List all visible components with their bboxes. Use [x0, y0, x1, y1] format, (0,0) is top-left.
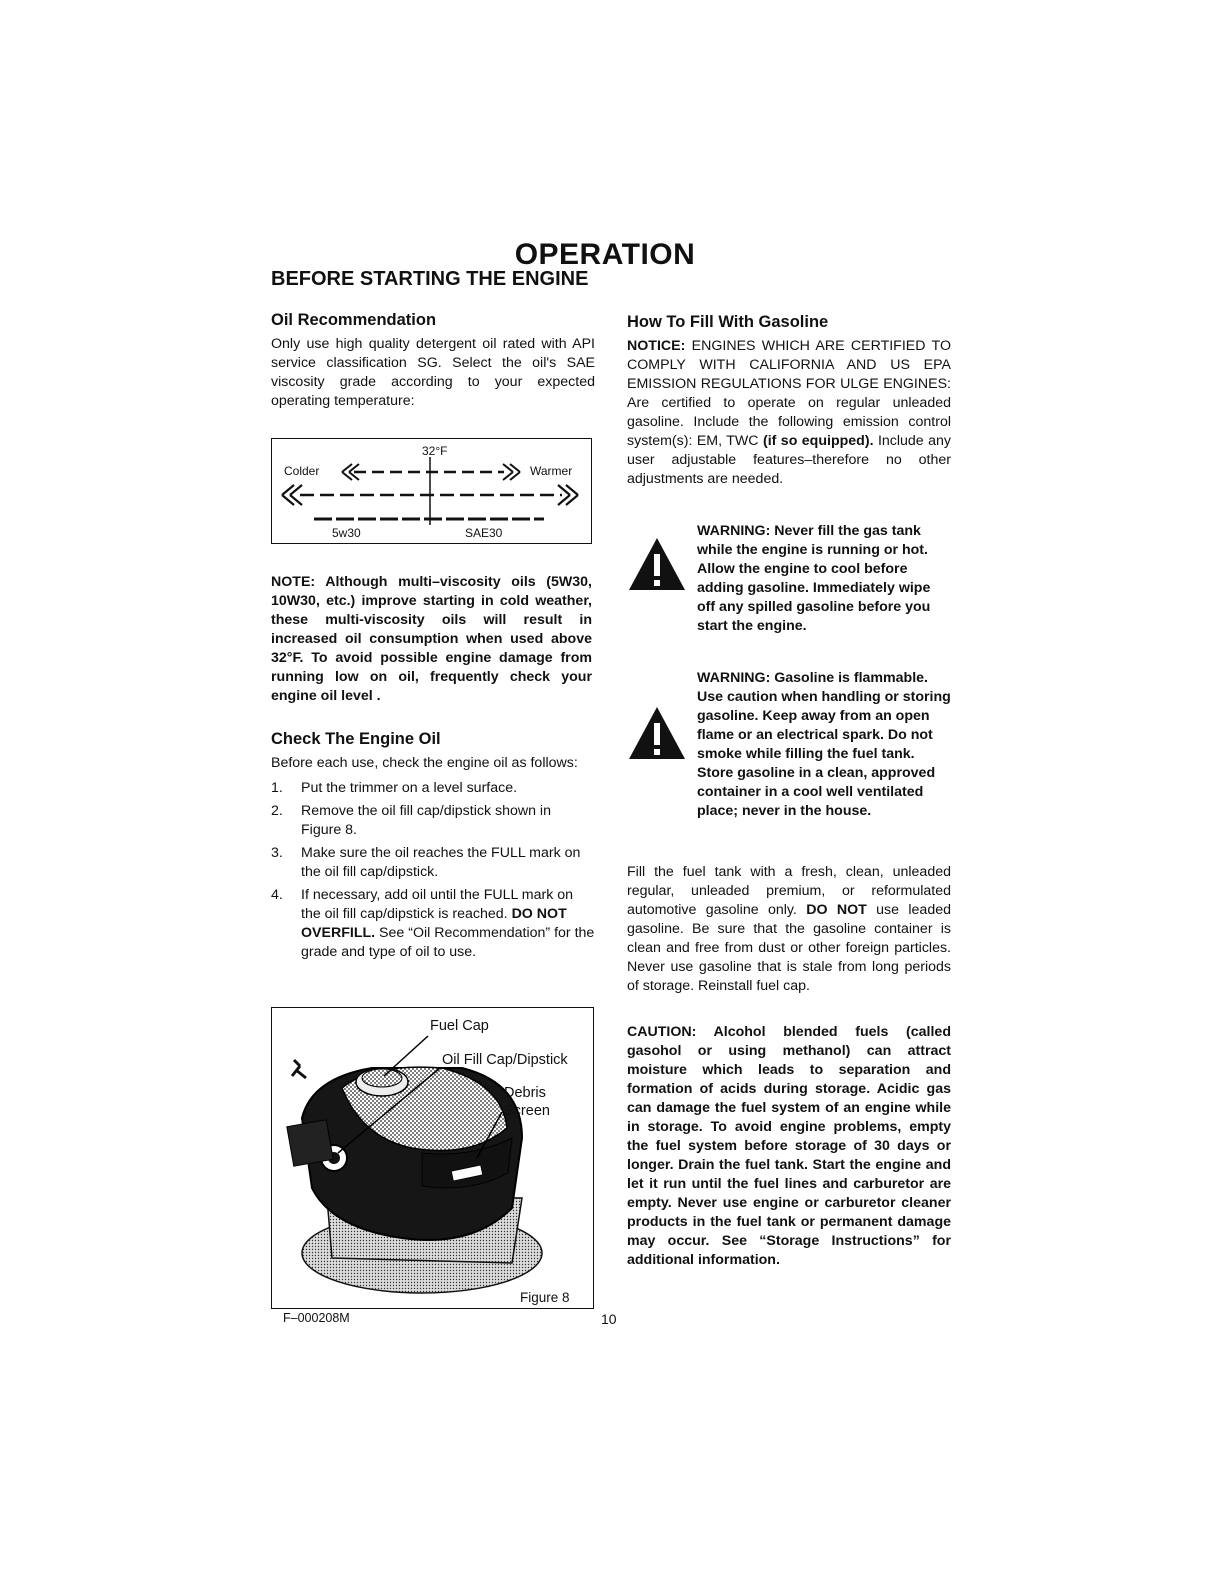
- page-title: OPERATION: [514, 238, 696, 271]
- oil-viscosity-chart: [271, 438, 592, 544]
- section-heading: BEFORE STARTING THE ENGINE: [271, 268, 589, 290]
- notice-label: NOTICE:: [627, 338, 686, 354]
- check-oil-heading: Check The Engine Oil: [271, 730, 441, 748]
- colder-label: Colder: [284, 464, 320, 478]
- oil-recommendation-body: Only use high quality detergent oil rated with API service classification SG. Select the oil's SAE viscosity grade according to your expected operating temperature:: [271, 336, 595, 409]
- step-text: Make sure the oil reaches the FULL mark on the oil fill cap/dipstick.: [301, 845, 581, 880]
- step-number: 1.: [271, 780, 283, 796]
- notice-if-equipped: (if so equipped).: [762, 433, 874, 449]
- oil-recommendation-heading: Oil Recommendation: [271, 311, 437, 329]
- notice-body: ENGINES WHICH ARE CERTIFIED TO COMPLY WITH CALIFORNIA AND US EPA EMISSION REGULATIONS FOR ULGE ENGINES: Are certified to operate on regular unleaded gasoline. Include the following emission control system(s): EM, TWC: [627, 338, 951, 449]
- warning-hot-engine-text: WARNING: Never fill the gas tank while the engine is running or hot. Allow the engine to cool before adding gasoline. Immediately wipe off any spilled gasoline before you start the engine.: [697, 523, 931, 634]
- warmer-label: Warmer: [530, 464, 573, 478]
- fill-text-a: Fill the fuel tank with a fresh, clean, unleaded regular, unleaded premium, or reformulated automotive gasoline only.: [627, 864, 951, 918]
- fill-fuel-paragraph: [627, 863, 951, 996]
- step-text: Put the trimmer on a level surface.: [301, 780, 518, 796]
- grade-5w30-label: 5w30: [332, 526, 361, 540]
- document-code: F–000208M: [283, 1311, 350, 1325]
- caution-alcohol-fuels: CAUTION: Alcohol blended fuels (called gasohol or using methanol) can attract moisture which leads to separation and formation of acids during storage. Acidic gas can damage the fuel system of an engine while in storage. To avoid engine problems, empty the fuel system before storage of 30 days or longer. Drain the fuel tank. Start the engine and let it run until the fuel lines and carburetor are empty. Never use engine or carburetor cleaner products in the fuel tank or permanent damage may occur. See “Storage Instructions” for additional information.: [627, 1024, 951, 1268]
- grade-sae30-label: SAE30: [465, 526, 503, 540]
- temperature-label: 32°F: [422, 444, 448, 458]
- check-oil-steps: [271, 779, 595, 962]
- list-item: [271, 844, 595, 882]
- fill-text-b: use leaded gasoline. Be sure that the gasoline container is clean and free from dust or other foreign particles. Never use gasoline that is stale from long periods of storage. Reinstall fuel cap.: [627, 902, 951, 994]
- check-oil-intro: Before each use, check the engine oil as follows:: [271, 755, 578, 771]
- do-not-overfill-text: DO NOT OVERFILL.: [301, 906, 567, 941]
- page-number: 10: [601, 1311, 617, 1327]
- step-text-continued: See “Oil Recommendation” for the grade and type of oil to use.: [301, 925, 595, 960]
- step-number: 2.: [271, 803, 283, 819]
- figure-caption: Figure 8: [520, 1290, 570, 1305]
- debris-screen-label: [504, 1084, 584, 1120]
- warning-triangle-icon: [627, 705, 687, 761]
- step-text: Remove the oil fill cap/dipstick shown in Figure 8.: [301, 803, 551, 838]
- check-engine-oil-section: [271, 730, 595, 966]
- debris-label-line1: Debris: [504, 1085, 546, 1101]
- list-item: [271, 886, 595, 962]
- do-not-text: DO NOT: [806, 902, 867, 918]
- step-text: If necessary, add oil until the FULL mark on the oil fill cap/dipstick is reached.: [301, 887, 574, 922]
- notice-paragraph: [627, 337, 951, 489]
- oil-fill-label: Oil Fill Cap/Dipstick: [442, 1052, 568, 1068]
- notice-end: Include any user adjustable features–therefore no other adjustments are needed.: [627, 433, 951, 487]
- multi-viscosity-note: NOTE: Although multi–viscosity oils (5W30, 10W30, etc.) improve starting in cold weather, these multi-viscosity oils will result in increased oil consumption when used above 32°F. To avoid possible engine damage from running low on oil, frequently check your engine oil level .: [271, 574, 592, 704]
- figure-8-engine-illustration: [271, 1007, 594, 1309]
- step-number: 4.: [271, 887, 283, 903]
- warning-triangle-icon: [627, 536, 687, 592]
- list-item: [271, 779, 595, 798]
- oil-recommendation-section: [271, 311, 595, 411]
- fuel-cap-label: Fuel Cap: [430, 1018, 489, 1034]
- warning-flammable-text: WARNING: Gasoline is flammable. Use caution when handling or storing gasoline. Keep away from an open flame or an electrical spark. Do not smoke while filling the fuel tank. Store gasoline in a clean, approved container in a cool well ventilated place; never in the house.: [697, 670, 951, 819]
- list-item: [271, 802, 595, 840]
- debris-label-line2: Screen: [504, 1103, 550, 1119]
- gasoline-section: [627, 313, 951, 489]
- gasoline-heading: How To Fill With Gasoline: [627, 313, 829, 331]
- step-number: 3.: [271, 845, 283, 861]
